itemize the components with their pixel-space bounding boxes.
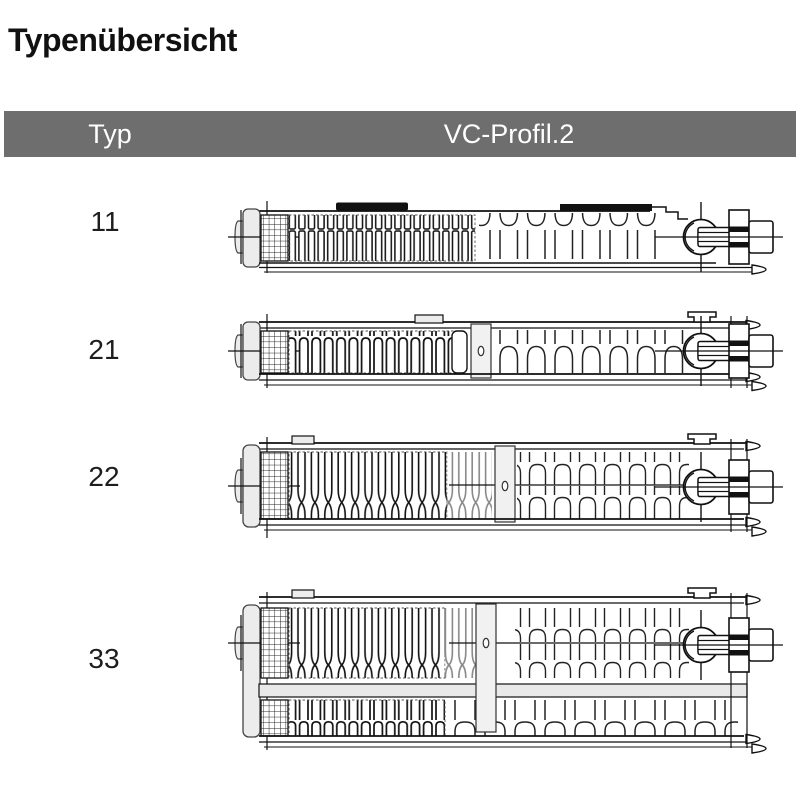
weld-hub-hatch xyxy=(261,452,288,519)
type-label-11: 11 xyxy=(90,206,120,237)
panel-profile xyxy=(479,213,661,259)
column-header-typ: Typ xyxy=(88,119,132,149)
panel-end-tip xyxy=(746,442,760,451)
panel-profile xyxy=(517,486,689,519)
weld-hub-hatch xyxy=(261,331,288,373)
panel-end-tip xyxy=(752,527,766,536)
separator-band xyxy=(259,684,747,697)
weld-hub-hatch xyxy=(261,215,288,261)
type-label-22: 22 xyxy=(88,461,120,492)
panel-end-tip xyxy=(752,382,766,391)
panel-end-tip xyxy=(746,596,760,605)
panel-end-tip xyxy=(746,518,760,527)
page-title: Typenübersicht xyxy=(8,22,237,58)
mounting-clip xyxy=(560,204,652,211)
panel-end-tip xyxy=(752,265,766,274)
panel-end-tip xyxy=(746,735,760,744)
bracket xyxy=(476,604,496,732)
convector-fins xyxy=(289,331,467,373)
mounting-tab xyxy=(292,590,314,598)
convector-fins-lower xyxy=(289,700,445,736)
radiator-drawing-type-11 xyxy=(228,201,783,274)
panel-profile xyxy=(517,452,689,485)
mounting-clip xyxy=(336,203,408,211)
valve-clip xyxy=(688,312,716,322)
radiator-drawing-type-33 xyxy=(228,588,783,753)
mounting-tab xyxy=(415,315,443,323)
type-label-33: 33 xyxy=(88,643,120,674)
bracket xyxy=(471,324,491,378)
radiator-drawing-type-22 xyxy=(228,434,783,538)
type-label-21: 21 xyxy=(88,334,120,365)
weld-hub-hatch xyxy=(261,608,288,736)
convector-fins xyxy=(289,215,475,261)
panel-profile-upper xyxy=(515,644,689,678)
panel-profile-upper xyxy=(515,608,689,642)
panel-end-tip xyxy=(752,744,766,753)
column-header-vc-profil: VC-Profil.2 xyxy=(443,119,575,149)
radiator-drawing-type-21 xyxy=(228,312,783,391)
valve-assembly xyxy=(655,316,783,386)
bracket xyxy=(495,446,515,522)
mounting-tab xyxy=(292,436,314,444)
